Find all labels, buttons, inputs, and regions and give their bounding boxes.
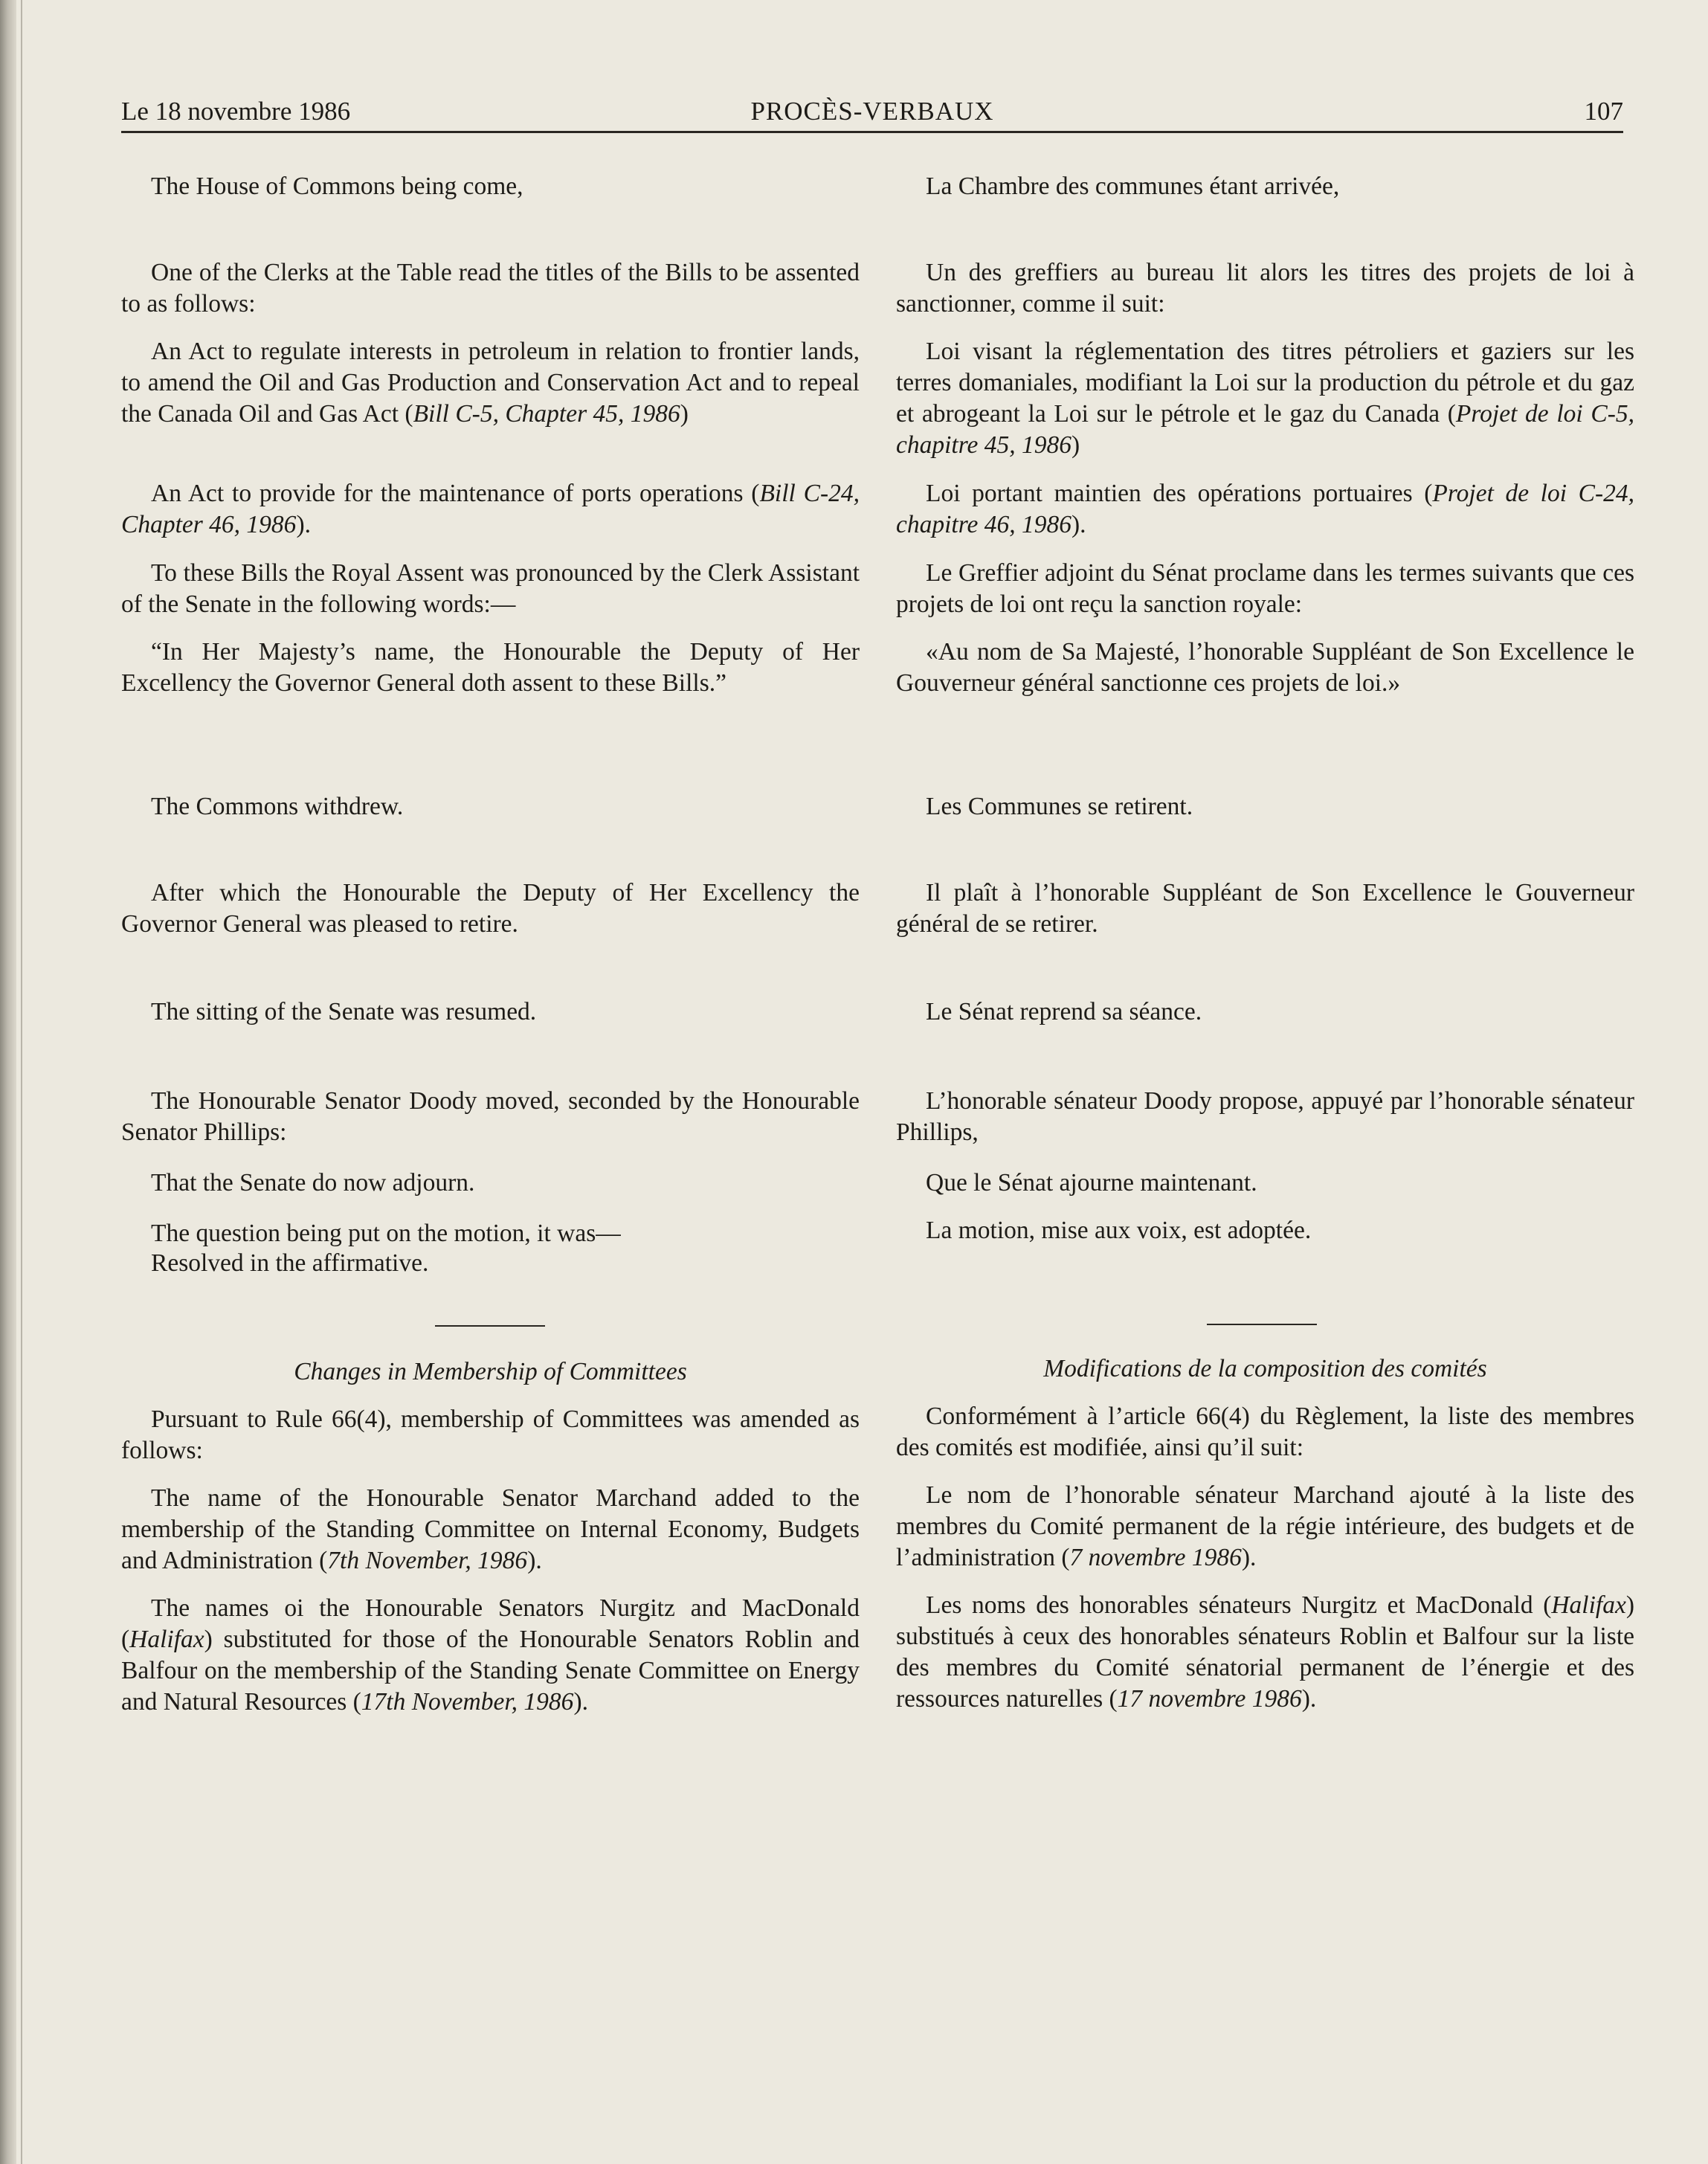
fr-bill-c5-close: ) [1071,431,1080,459]
fr-assent-words: «Au nom de Sa Majesté, l’honorable Suppléant de Son Excellence le Gouverneur général sanctionne ces projets de loi.» [896,638,1634,697]
en-nurgitz-halifax: Halifax [129,1626,204,1653]
fr-bill-c24 [896,478,1634,541]
fr-nurgitz [896,1590,1634,1715]
en-bill-c24 [121,478,860,541]
header-date: Le 18 novembre 1986 [121,97,351,126]
fr-commons-withdrew: Les Communes se retirent. [926,793,1193,820]
en-question-put: The question being put on the motion, it was— [151,1220,621,1247]
en-nurgitz-text-b: ) substituted for those of the Honourable Senators Roblin and Balfour on the membership of the Standing Senate Committee on Energy and Natural Resources ( [121,1626,860,1716]
en-changes-heading: Changes in Membership of Committees [294,1358,687,1385]
fr-bill-c5-ref: Projet de loi C-5, chapitre 45, 1986 [896,400,1634,459]
en-nurgitz-close: ). [573,1688,588,1716]
en-pursuant: Pursuant to Rule 66(4), membership of Committees was amended as follows: [121,1405,860,1464]
en-deputy-retire: After which the Honourable the Deputy of Her Excellency the Governor General was pleased to retire. [121,879,860,938]
en-section-rule [435,1325,545,1327]
en-assent-pronounced: To these Bills the Royal Assent was pronounced by the Clerk Assistant of the Senate in the following words:— [121,559,860,618]
fr-assent-pronounced: Le Greffier adjoint du Sénat proclame dans les termes suivants que ces projets de loi ont reçu la sanction royale: [896,559,1634,618]
en-marchand-date: 7th November, 1986 [327,1547,528,1574]
en-bill-c24-ref: Bill C-24, Chapter 46, 1986 [121,480,860,538]
fr-adopted: La motion, mise aux voix, est adoptée. [926,1217,1312,1244]
fr-nurgitz-text-b: ) substitués à ceux des honorables sénateurs Roblin et Balfour sur la liste des membres du Comité sénatorial permanent de l’énergie et des ressources naturelles ( [896,1591,1634,1713]
fr-marchand [896,1480,1634,1574]
en-bill-c5-ref: Bill C-5, Chapter 45, 1986 [413,400,680,428]
fr-adjourn: Que le Sénat ajourne maintenant. [926,1169,1257,1197]
fr-clerk-read: Un des greffiers au bureau lit alors les titres des projets de loi à sanctionner, comme il suit: [896,259,1634,318]
header-title: PROCÈS-VERBAUX [750,97,994,126]
en-marchand [121,1483,860,1577]
fr-nurgitz-close: ). [1301,1685,1317,1713]
en-motion: The Honourable Senator Doody moved, seconded by the Honourable Senator Phillips: [121,1087,860,1146]
en-sitting-resumed: The sitting of the Senate was resumed. [151,998,537,1025]
en-bill-c24-text: An Act to provide for the maintenance of ports operations ( [151,480,760,507]
fr-sitting-resumed: Le Sénat reprend sa séance. [926,998,1202,1025]
page-header [121,97,1623,134]
en-adjourn: That the Senate do now adjourn. [151,1169,475,1197]
en-bill-c5-text: An Act to regulate interests in petroleum in relation to frontier lands, to amend the Oil and Gas Production and Conservation Act and to repeal the Canada Oil and Gas Act ( [121,338,860,428]
binding-line [21,0,22,2164]
en-bill-c5-close: ) [680,400,689,428]
en-nurgitz-text-a: The names oi the Honourable Senators Nurgitz and MacDonald ( [121,1594,860,1653]
en-marchand-text: The name of the Honourable Senator Marchand added to the membership of the Standing Committee on Internal Economy, Budgets and Administration ( [121,1484,860,1574]
fr-nurgitz-date: 17 novembre 1986 [1117,1685,1302,1713]
en-clerk-read: One of the Clerks at the Table read the titles of the Bills to be assented to as follows: [121,259,860,318]
fr-pursuant: Conformément à l’article 66(4) du Règlement, la liste des membres des comités est modifiée, ainsi qu’il suit: [896,1403,1634,1461]
fr-deputy-retire: Il plaît à l’honorable Suppléant de Son Excellence le Gouverneur général de se retirer. [896,879,1634,938]
fr-motion: L’honorable sénateur Doody propose, appuyé par l’honorable sénateur Phillips, [896,1087,1634,1146]
fr-marchand-date: 7 novembre 1986 [1069,1544,1242,1571]
fr-bill-c5-text: Loi visant la réglementation des titres pétroliers et gaziers sur les terres domaniales, modifiant la Loi sur la production du pétrole et du gaz et abrogeant la Loi sur le pétrole et le gaz du Canada ( [896,338,1634,428]
en-marchand-close: ). [527,1547,542,1574]
en-nurgitz [121,1593,860,1718]
fr-nurgitz-halifax: Halifax [1551,1591,1626,1619]
fr-nurgitz-text-a: Les noms des honorables sénateurs Nurgitz et MacDonald ( [926,1591,1552,1619]
fr-marchand-text: Le nom de l’honorable sénateur Marchand ajouté à la liste des membres du Comité permanent de la régie intérieure, des budgets et de l’administration ( [896,1481,1634,1571]
fr-commons-come: La Chambre des communes étant arrivée, [926,173,1340,200]
en-commons-come: The House of Commons being come, [151,173,523,200]
binding-edge [0,0,16,2164]
fr-bill-c5 [896,336,1634,461]
fr-changes-heading: Modifications de la composition des comités [1043,1355,1487,1382]
fr-bill-c24-close: ). [1071,511,1086,538]
header-rule [121,131,1623,133]
en-bill-c5 [121,336,860,430]
page-number: 107 [1584,97,1623,126]
en-commons-withdrew: The Commons withdrew. [151,793,404,820]
en-resolved: Resolved in the affirmative. [151,1249,429,1277]
en-nurgitz-date: 17th November, 1986 [361,1688,574,1716]
fr-section-rule [1207,1324,1317,1325]
fr-marchand-close: ). [1241,1544,1257,1571]
fr-bill-c24-ref: Projet de loi C-24, chapitre 46, 1986 [896,480,1634,538]
en-bill-c24-close: ). [296,511,311,538]
fr-bill-c24-text: Loi portant maintien des opérations portuaires ( [926,480,1433,507]
en-assent-words: “In Her Majesty’s name, the Honourable the Deputy of Her Excellency the Governor General doth assent to these Bills.” [121,638,860,697]
